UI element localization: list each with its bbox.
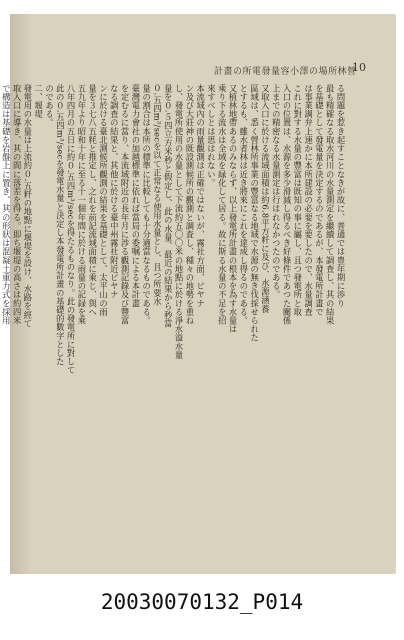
text-column: 入口の位置は、水源を多少滑減し得るべき好條件であつた關係: [282, 84, 293, 325]
text-column: 最も精確なる取水河川の水量測定を繼續して調査し、其の結果: [325, 84, 336, 325]
text-column: 二、堰堤: [33, 84, 44, 119]
text-column: し、發電所使用の水量として下流約五〇〇米の地點に於ける淨水溢水量: [174, 84, 185, 360]
text-column: [0, 84, 1, 570]
text-column: る問題を惹き起すことなきが故に、普通では豊年期に渉り: [336, 84, 346, 308]
text-column: 五九年より昭和十年に至る十一個年間に於ける雨量の記録を乘: [76, 84, 87, 325]
text-column: 八年四月の五日に約０.五四m³/secを得たるものなり。此の發電所に對して: [66, 84, 77, 375]
page-number: 10: [352, 61, 366, 74]
text-column: 量を０.５四立方米秒と假定し、此の水量、最近の結果から秒當: [163, 84, 174, 328]
text-column: で構造は基礎を岩盤上に置き、其の形狀は混凝土重力式を採用: [1, 84, 12, 325]
text-column: 本流域內の雨量觀測は正確ではないが、霧社方面、ピヤナ: [195, 84, 206, 308]
text-column: 臺灣電力會社の加越標準に依れば當局の委嘱による本計畫: [130, 84, 141, 308]
text-column: ０.五四m³/secを以て正常なる使用水量とし、且つ所要水: [152, 84, 163, 306]
text-column: 此の０.五四m³/secを發電水量と決定し本發電所計畫の基礎的數字とした: [55, 84, 66, 366]
text-column: 上までの精密なる水量測定は行はれなかつたのである。: [271, 84, 282, 299]
text-column: 乘り下る流水は全域を緑化して居る。故に斯る水量の不足を招: [217, 84, 228, 325]
vertical-body-text: [1, 84, 346, 570]
text-column: 發電用の水量は上流約０.五粁の地點に堰堤を設け、水路を經て: [22, 84, 33, 328]
text-column: ンに於ける臺北測候所觀測の結果を基礎として、太平山の雨: [98, 84, 109, 317]
text-column: 又取入口に於ける流域面積は約6.8平方粁に及び、水源涵養: [260, 84, 271, 314]
text-column: とするも、雖水者林は近き將來にこれを達成し得るのである。: [238, 84, 249, 325]
text-column: は事業調弁上速かに本所建設の必要を要したので、水量調査: [303, 84, 314, 317]
text-column: これに對する水量の豐富は既知の事に屬し、且つ發電所と取: [292, 84, 303, 317]
text-column: ン及び大莊神の既設測候所の觀測と調査し、種々の地勢を重ね: [184, 84, 195, 325]
text-column: のである。: [44, 84, 55, 127]
text-column: 區域は、悉く營林所事業の豐富なる地域で水源の無き伐採せられた: [249, 84, 260, 342]
image-id-caption: 20030070132_P014: [100, 590, 304, 614]
text-column: 量を３七八五粍と推定し、之れを前記流域面積に乘じ、與へ: [87, 84, 98, 317]
text-column: を定むるに當り、本流域附近の長年月に涉る觀測記錄及び豐富: [120, 84, 131, 325]
text-column: 又植林地帶あるのみならず、以上發電所計畫の根本を為す水量は: [228, 84, 239, 334]
text-column: 量の割合は本所の標準に比較しても十分適當なるものである。: [141, 84, 152, 325]
text-column: なる調査の結果と、其他に於ける臺中州霧社附近ピヤナ: [109, 84, 120, 299]
running-head: 計畫の所電發量容小澤の場所林營: [214, 67, 357, 77]
text-column: 取入口に導き、其の間に落差を得る。即ち堰堤の高さは約四米: [12, 84, 23, 325]
text-column: を基礎として發電量を決定するのであるが、本發電所計畫で: [314, 84, 325, 317]
text-column: 來すべしとは思はれない。: [206, 84, 217, 188]
